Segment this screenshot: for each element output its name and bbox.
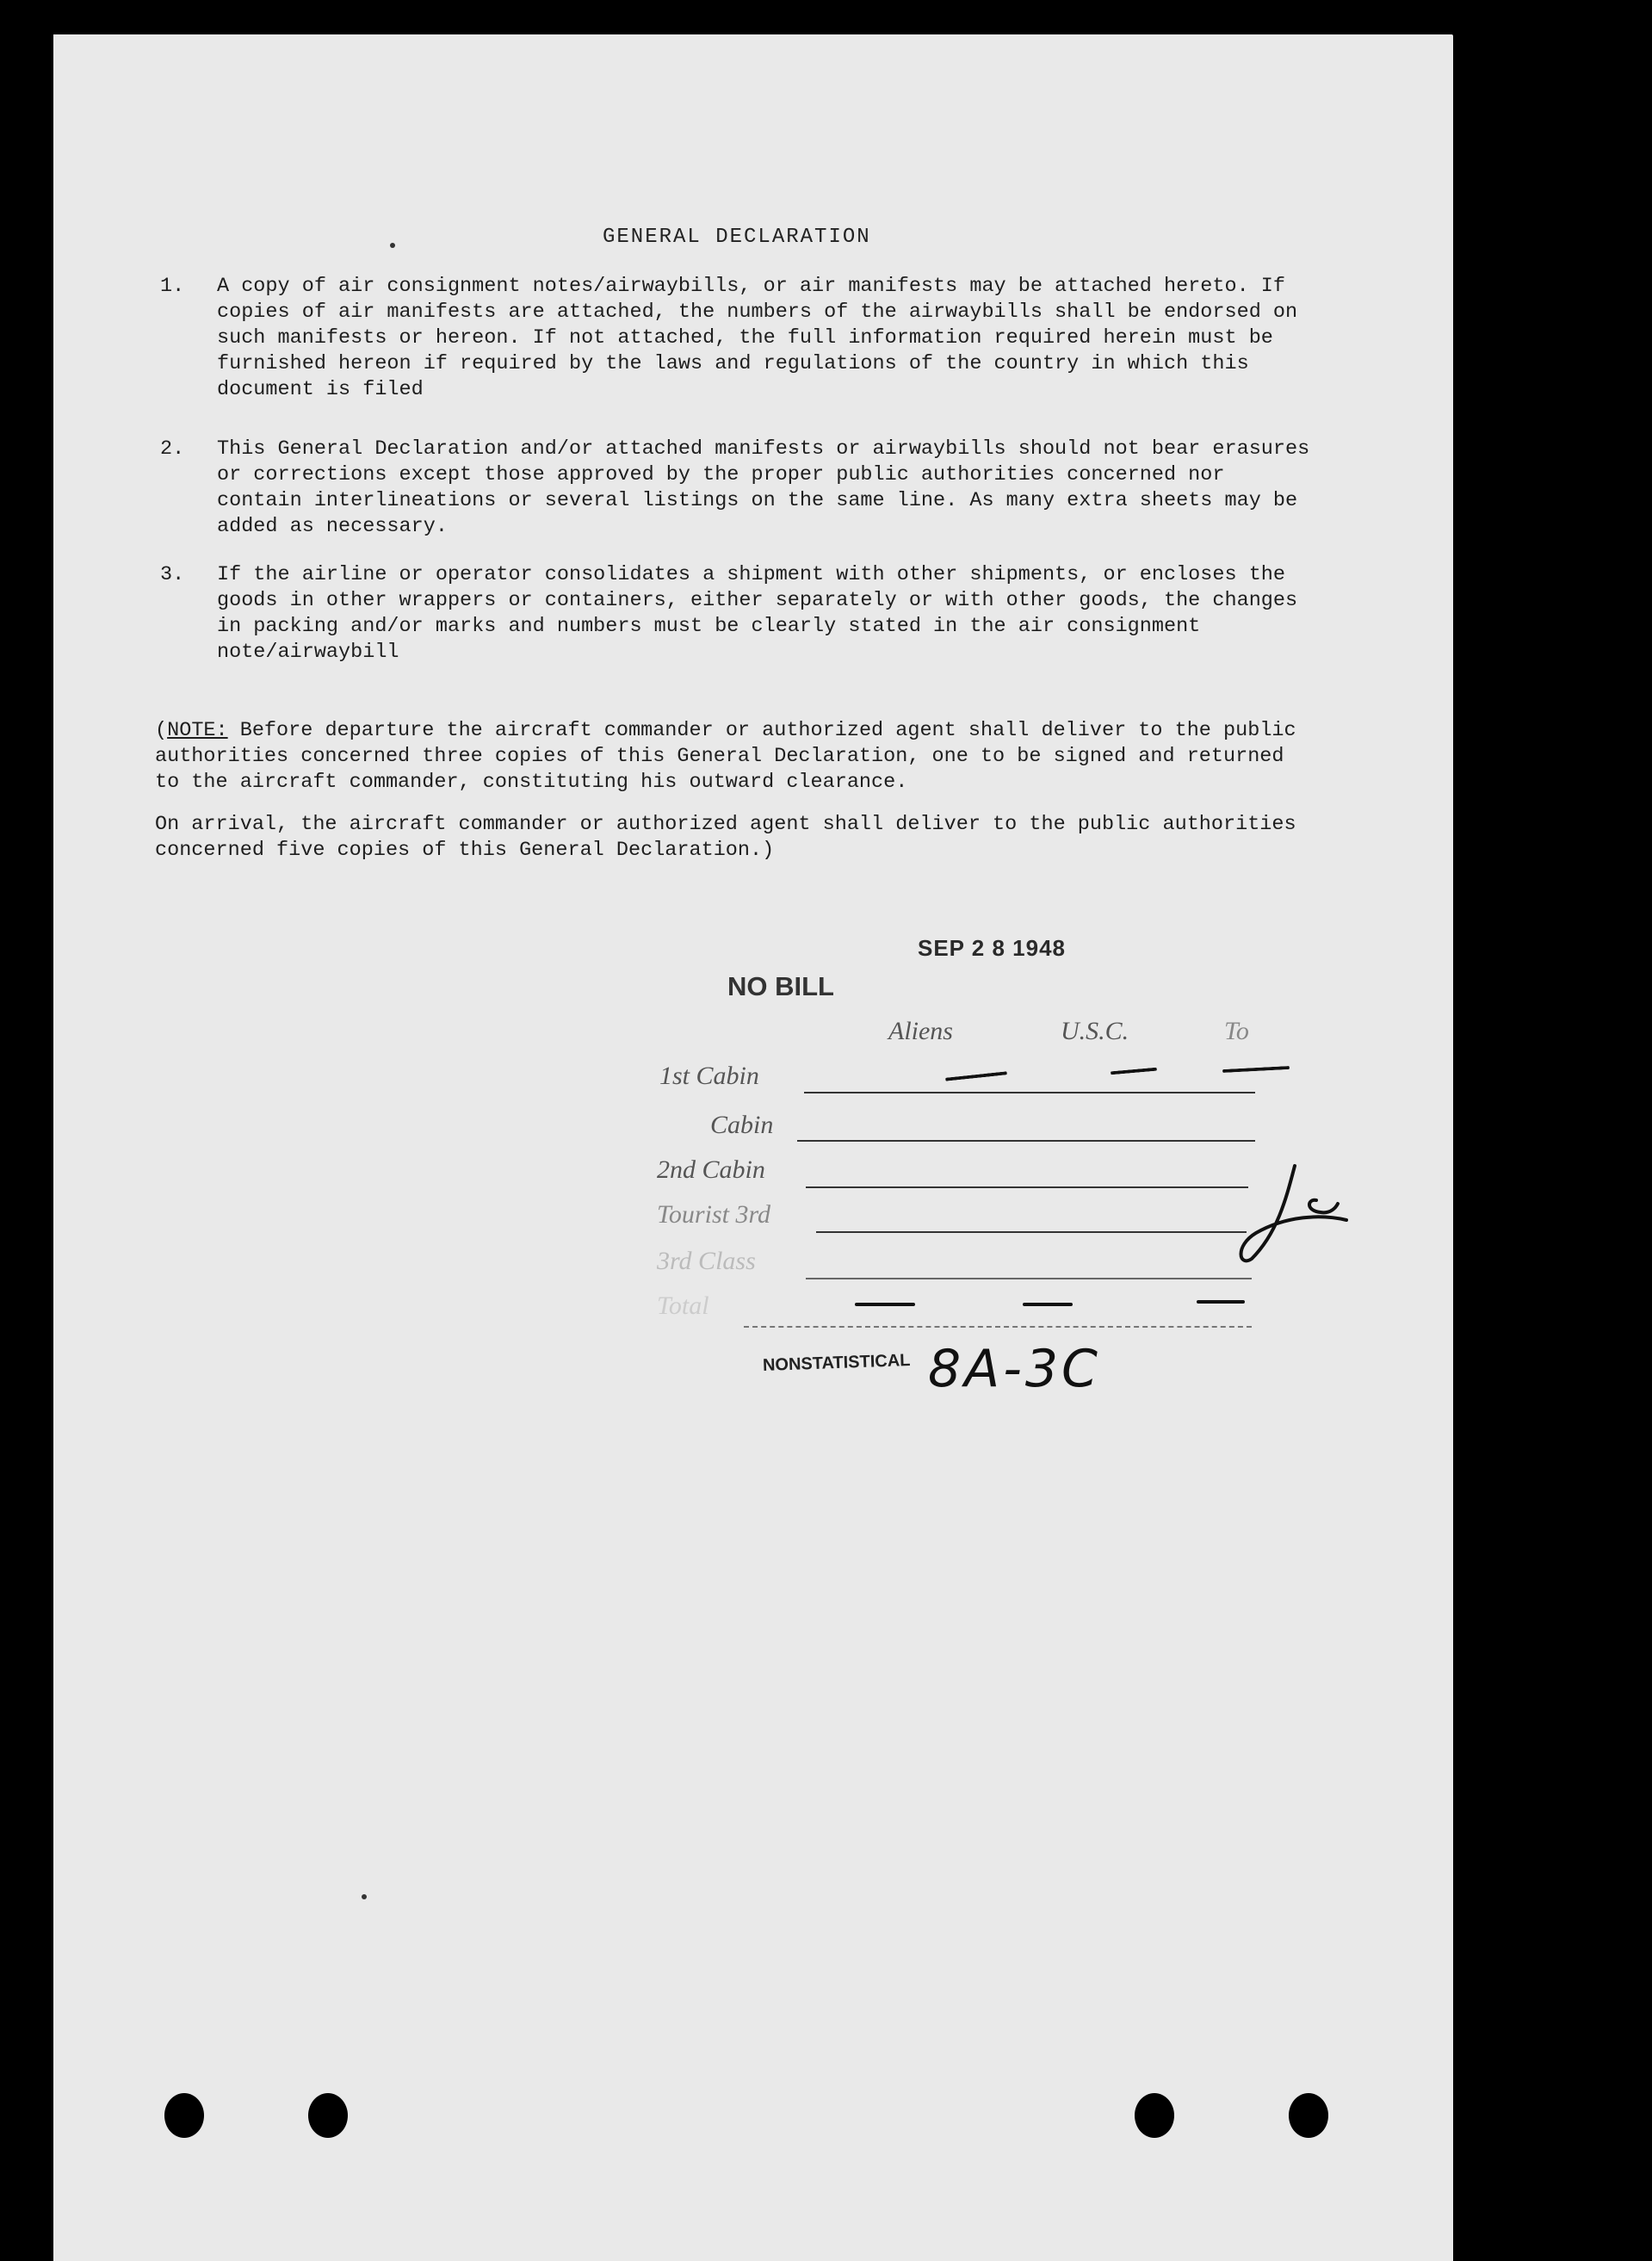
document-title: GENERAL DECLARATION <box>603 226 871 249</box>
row-label-total: Total <box>657 1292 709 1320</box>
row-label-cabin: Cabin <box>710 1111 774 1139</box>
row-line <box>806 1278 1252 1279</box>
punch-hole <box>308 2093 348 2138</box>
note-label: NOTE: <box>167 719 228 742</box>
row-label-3rd-class: 3rd Class <box>657 1247 756 1275</box>
date-stamp: SEP 2 8 1948 <box>918 935 1066 961</box>
item-number: 1. <box>160 275 185 298</box>
item-text: This General Declaration and/or attached manifests or airwaybills should not bear erasures or corrections except those approved by the proper public authorities concerned nor contain interlineations or several listings on the same line. As many extra sheets may be added as necessary. <box>217 437 1310 538</box>
speck <box>390 243 395 248</box>
dash-mark <box>855 1303 915 1306</box>
handwritten-code: 8A-3C <box>928 1339 1101 1399</box>
row-line <box>744 1326 1252 1328</box>
item-text: If the airline or operator consolidates a shipment with other shipments, or encloses the goods in other wrappers or containers, either separately or with other goods, the changes in packing and/or marks and numbers must be clearly stated in the air consignment note/airwaybill <box>217 563 1298 664</box>
item-number: 2. <box>160 437 185 461</box>
dash-mark <box>1197 1300 1245 1304</box>
no-bill-stamp: NO BILL <box>727 971 834 1001</box>
note-open-paren: ( <box>155 719 168 742</box>
column-header-usc: U.S.C. <box>1061 1017 1129 1045</box>
punch-hole <box>1135 2093 1174 2138</box>
punch-hole <box>1289 2093 1328 2138</box>
row-line <box>804 1092 1255 1093</box>
row-label-tourist: Tourist 3rd <box>657 1200 771 1229</box>
row-label-1st-cabin: 1st Cabin <box>659 1062 759 1090</box>
column-header-total: To <box>1224 1017 1249 1045</box>
column-header-aliens: Aliens <box>888 1017 953 1045</box>
nonstatistical-stamp: NONSTATISTICAL <box>762 1351 911 1375</box>
punch-hole <box>164 2093 204 2138</box>
dash-mark <box>1023 1303 1073 1306</box>
arrival-paragraph: On arrival, the aircraft commander or authorized agent shall deliver to the public authorities concerned five copies of this General Declaration.) <box>155 813 1296 862</box>
row-line <box>797 1140 1255 1142</box>
item-number: 3. <box>160 563 185 586</box>
row-line <box>816 1231 1247 1233</box>
item-text: A copy of air consignment notes/airwaybills, or air manifests may be attached hereto. If copies of air manifests are attached, the numbers of the airwaybills shall be endorsed on such manifests or hereon. If not attached, the full information required herein must be furnished hereon if required by the laws and regulations of the country in which this document is filed <box>217 275 1298 401</box>
initials-signature <box>1234 1155 1355 1267</box>
row-line <box>806 1186 1248 1188</box>
note-text: Before departure the aircraft commander or authorized agent shall deliver to the public authorities concerned three copies of this General Declaration, one to be signed and returned to the aircraft commander, constituting his outward clearance. <box>155 719 1296 794</box>
note-paragraph <box>155 718 1309 796</box>
speck <box>362 1894 367 1899</box>
row-label-2nd-cabin: 2nd Cabin <box>657 1155 765 1184</box>
